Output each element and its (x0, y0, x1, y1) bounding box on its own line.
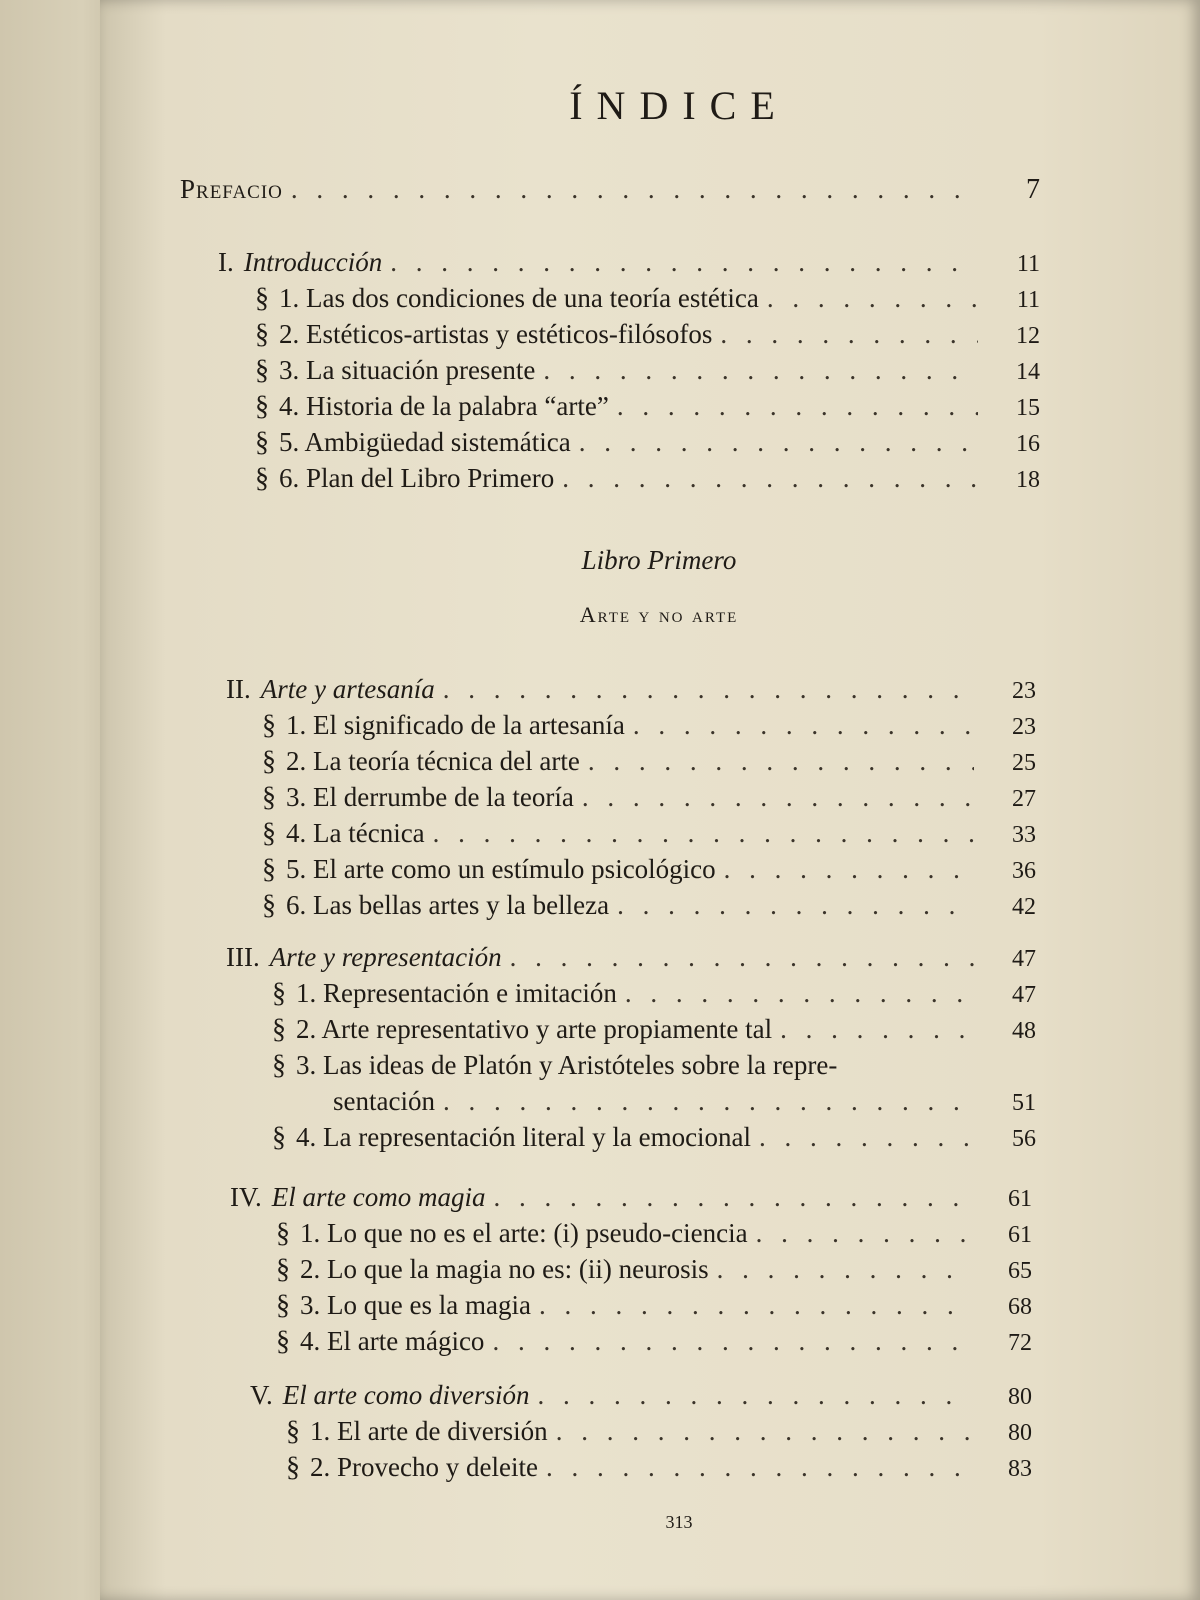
chapter-number: III. (226, 942, 260, 972)
dot-leader (443, 1084, 974, 1118)
toc-section (276, 1252, 1032, 1288)
section-mark: § (255, 463, 269, 494)
page-number: 68 (1008, 1294, 1032, 1320)
section-number: 1. (279, 283, 300, 313)
dot-leader (617, 389, 978, 423)
section-number: 4. (300, 1326, 321, 1356)
toc-section (286, 1414, 1032, 1450)
dot-leader (538, 1378, 971, 1412)
toc-chapter-3 (226, 940, 1036, 976)
dot-leader (291, 172, 978, 206)
toc-section (286, 1450, 1032, 1486)
dot-leader (539, 1288, 970, 1322)
section-mark: § (286, 1416, 300, 1447)
section-number: 1. (310, 1416, 331, 1446)
section-title: El arte como un estímulo psicológico (313, 854, 716, 884)
page-number: 23 (1012, 714, 1036, 740)
toc-chapter-5 (250, 1378, 1032, 1414)
page-number: 47 (1012, 982, 1036, 1008)
section-mark: § (262, 854, 276, 885)
page-number: 25 (1012, 750, 1036, 776)
section-mark: § (272, 1014, 286, 1045)
section-number: 2. (279, 319, 300, 349)
page-number: 36 (1012, 858, 1036, 884)
toc-section (276, 1288, 1032, 1324)
chapter-title: El arte como magia (271, 1182, 486, 1212)
toc-section (262, 816, 1036, 852)
page-number: 48 (1012, 1018, 1036, 1044)
section-mark: § (262, 890, 276, 921)
page-number: 51 (1012, 1090, 1036, 1116)
section-title: Las bellas artes y la belleza (313, 890, 610, 920)
folio-page-number: 313 (665, 1512, 693, 1532)
chapter-title: Arte y artesanía (260, 674, 435, 704)
section-title: Las dos condiciones de una teoría estética (306, 283, 759, 313)
section-number: 1. (286, 710, 307, 740)
page-number: 80 (1008, 1420, 1032, 1446)
toc-entry-prefacio (180, 172, 1040, 207)
toc-section (262, 852, 1036, 888)
section-title: Ambigüedad sistemática (304, 427, 571, 457)
toc-section (276, 1324, 1032, 1360)
page-number: 7 (1026, 174, 1040, 205)
dot-leader (588, 744, 974, 778)
section-title: El arte mágico (327, 1326, 485, 1356)
toc-section (262, 744, 1036, 780)
section-title: La situación presente (306, 355, 536, 385)
section-title: Representación e imitación (323, 978, 617, 1008)
page-number: 11 (1016, 287, 1040, 313)
page-number: 72 (1008, 1330, 1032, 1356)
section-number: 4. (296, 1122, 317, 1152)
page-number: 11 (1016, 251, 1040, 277)
section-title: Historia de la palabra “arte” (306, 391, 609, 421)
page-number: 47 (1012, 946, 1036, 972)
section-title: Provecho y deleite (337, 1452, 538, 1482)
toc-section (255, 389, 1040, 425)
dot-leader (443, 672, 974, 706)
section-number: 6. (279, 463, 300, 493)
section-number: 3. (296, 1050, 317, 1080)
dot-leader (494, 1180, 971, 1214)
section-mark: § (276, 1290, 290, 1321)
page-number: 15 (1016, 395, 1040, 421)
dot-leader (556, 1414, 970, 1448)
book-subtitle: Arte y no arte (579, 602, 739, 627)
toc-section (276, 1216, 1032, 1252)
page-number: 61 (1008, 1222, 1032, 1248)
page-number: 33 (1012, 822, 1036, 848)
section-mark: § (276, 1218, 290, 1249)
page-number: 56 (1012, 1126, 1036, 1152)
section-number: 3. (300, 1290, 321, 1320)
book-title: Libro Primero (581, 545, 737, 575)
section-number: 3. (279, 355, 300, 385)
dot-leader (720, 317, 978, 351)
section-mark: § (286, 1452, 300, 1483)
toc-section (255, 461, 1040, 497)
dot-leader (780, 1012, 974, 1046)
dot-leader (582, 780, 974, 814)
dot-leader (717, 1252, 970, 1286)
toc-section (255, 353, 1040, 389)
toc-chapter-1 (218, 245, 1040, 281)
section-title: Plan del Libro Primero (306, 463, 555, 493)
section-number: 2. (286, 746, 307, 776)
toc-section (272, 976, 1036, 1012)
section-mark: § (262, 818, 276, 849)
chapter-title: El arte como diversión (282, 1380, 530, 1410)
toc-section (255, 281, 1040, 317)
section-mark: § (272, 978, 286, 1009)
section-title: Arte representativo y arte propiamente tal (321, 1014, 773, 1044)
dot-leader (724, 852, 974, 886)
toc-section-continuation (333, 1084, 1036, 1120)
dot-leader (759, 1120, 974, 1154)
toc-chapter-2 (226, 672, 1036, 708)
section-mark: § (255, 391, 269, 422)
section-number: 3. (286, 782, 307, 812)
page-number: 61 (1008, 1186, 1032, 1212)
dot-leader (562, 461, 978, 495)
toc-section (262, 888, 1036, 924)
dot-leader (617, 888, 974, 922)
toc-section (272, 1120, 1036, 1156)
dot-leader (767, 281, 978, 315)
section-title: El derrumbe de la teoría (313, 782, 574, 812)
section-number: 1. (300, 1218, 321, 1248)
section-title: La teoría técnica del arte (313, 746, 580, 776)
section-mark: § (262, 710, 276, 741)
chapter-title: Introducción (243, 247, 383, 277)
section-number: 4. (286, 818, 307, 848)
dot-leader (492, 1324, 970, 1358)
toc-section (272, 1012, 1036, 1048)
section-mark: § (262, 746, 276, 777)
section-title: El significado de la artesanía (313, 710, 625, 740)
chapter-number: V. (250, 1380, 273, 1410)
page-number: 23 (1012, 678, 1036, 704)
section-number: 6. (286, 890, 307, 920)
toc-section (262, 780, 1036, 816)
section-mark: § (276, 1254, 290, 1285)
section-title-continuation: sentación (333, 1086, 435, 1116)
dot-leader (510, 940, 974, 974)
chapter-title: Arte y representación (269, 942, 502, 972)
section-number: 1. (296, 978, 317, 1008)
section-mark: § (272, 1122, 286, 1153)
section-mark: § (262, 782, 276, 813)
chapter-number: I. (218, 247, 234, 277)
section-number: 2. (310, 1452, 331, 1482)
toc-section-multiline (272, 1048, 837, 1083)
section-number: 2. (300, 1254, 321, 1284)
section-number: 5. (286, 854, 307, 884)
section-mark: § (255, 355, 269, 386)
section-title: La representación literal y la emocional (323, 1122, 752, 1152)
section-title: Lo que es la magia (327, 1290, 531, 1320)
page-number: 12 (1016, 323, 1040, 349)
page-number: 65 (1008, 1258, 1032, 1284)
section-mark: § (255, 319, 269, 350)
dot-leader (625, 976, 974, 1010)
chapter-number: IV. (230, 1182, 262, 1212)
section-title: Lo que no es el arte: (i) pseudo-ciencia (327, 1218, 748, 1248)
section-title: Estéticos-artistas y estéticos-filósofos (306, 319, 713, 349)
section-title: Lo que la magia no es: (ii) neurosis (327, 1254, 709, 1284)
section-number: 4. (279, 391, 300, 421)
section-mark: § (255, 283, 269, 314)
dot-leader (390, 245, 978, 279)
section-number: 5. (279, 427, 300, 457)
section-title: La técnica (313, 818, 425, 848)
section-mark: § (276, 1326, 290, 1357)
page-number: 16 (1016, 431, 1040, 457)
toc-chapter-4 (230, 1180, 1032, 1216)
book-page (100, 0, 1200, 1600)
toc-section (262, 708, 1036, 744)
page-title: ÍNDICE (569, 83, 789, 128)
section-title: El arte de diversión (337, 1416, 548, 1446)
dot-leader (579, 425, 978, 459)
dot-leader (433, 816, 974, 850)
section-mark: § (272, 1050, 286, 1081)
entry-label: Prefacio (180, 174, 283, 204)
section-title: Las ideas de Platón y Aristóteles sobre la repre- (323, 1050, 838, 1080)
page-number: 42 (1012, 894, 1036, 920)
dot-leader (543, 353, 978, 387)
page-number: 14 (1016, 359, 1040, 385)
dot-leader (633, 708, 974, 742)
chapter-number: II. (226, 674, 251, 704)
page-number: 18 (1016, 467, 1040, 493)
dot-leader (546, 1450, 970, 1484)
dot-leader (756, 1216, 970, 1250)
page-number: 83 (1008, 1456, 1032, 1482)
section-number: 2. (296, 1014, 317, 1044)
page-number: 27 (1012, 786, 1036, 812)
toc-section (255, 425, 1040, 461)
toc-section (255, 317, 1040, 353)
section-mark: § (255, 427, 269, 458)
page-number: 80 (1008, 1384, 1032, 1410)
